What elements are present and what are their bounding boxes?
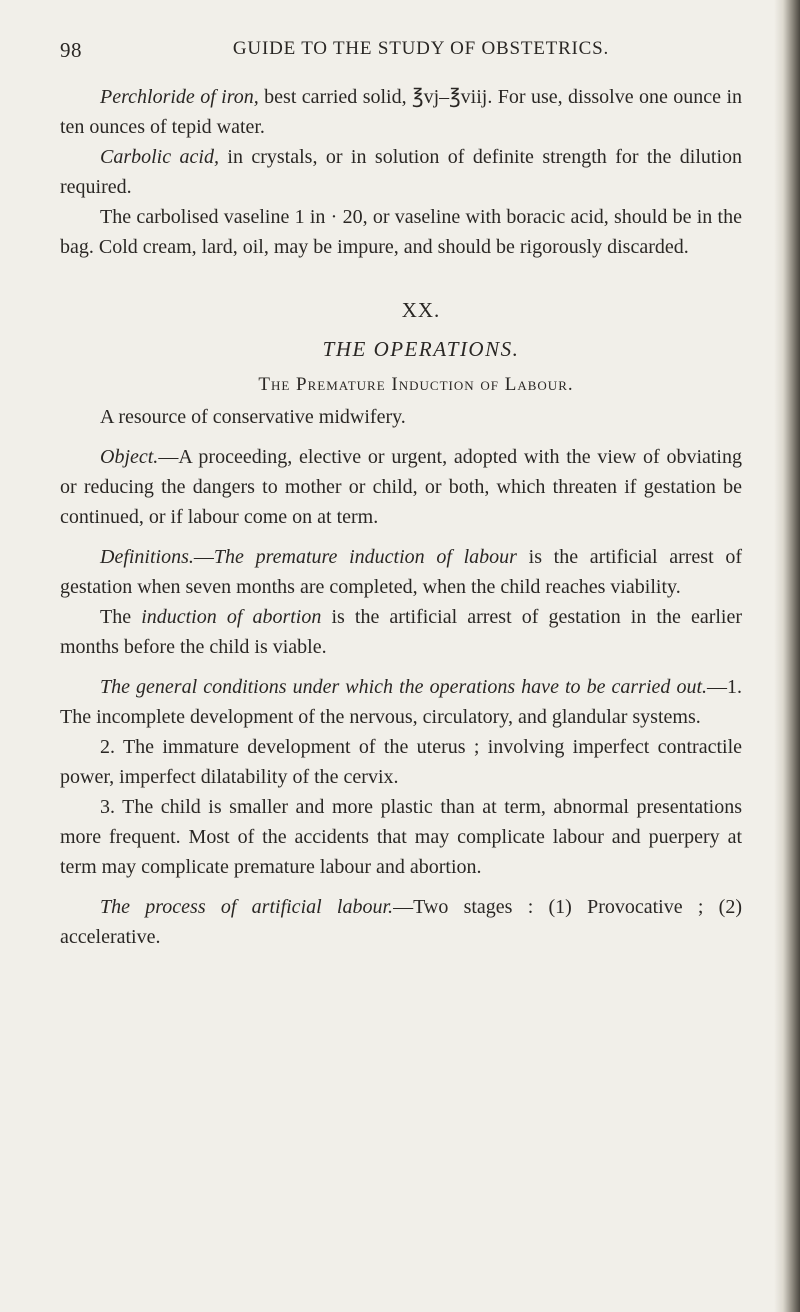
page-edge-shadow [774, 0, 800, 1312]
paragraph-resource [60, 402, 742, 432]
paragraph-carbolic-acid [60, 142, 742, 202]
term-general-conditions: The general conditions under which the operations have to be carried out. [100, 676, 707, 698]
term-definitions: Definitions. [100, 546, 194, 568]
paragraph-text: in crystals, or in solution of definite strength for the dilution required. [60, 146, 743, 198]
paragraph-induction-of-abortion [60, 602, 742, 662]
running-head [60, 28, 742, 68]
term-carbolic-acid: Carbolic acid, [100, 146, 219, 168]
term-perchloride-of-iron: Perchloride of iron, [100, 86, 259, 108]
term-induction-of-abortion: induction of abortion [141, 606, 322, 628]
paragraph-definitions [60, 542, 742, 602]
paragraph-prefix: The [100, 606, 142, 628]
paragraph-text: —A proceeding, elective or urgent, adopted with the view of obviating or reducing the dangers to mother or child, or both, which threaten if gestation be continued, or if labour come on at term. [60, 446, 742, 528]
page-number: 98 [60, 38, 82, 62]
paragraph-text: is the artificial arrest of gestation when seven months are completed, when the child reaches viability. [60, 546, 742, 598]
term-process-of-artificial-labour: The process of artificial labour. [100, 896, 394, 918]
paragraph-condition-3 [60, 792, 742, 882]
paragraph-text: A resource of conservative midwifery. [100, 406, 406, 428]
paragraph-text: The carbolised vaseline 1 in · 20, or vaseline with boracic acid, should be in the bag. Cold cream, lard, oil, may be impure, and should be rigorously discarded. [60, 206, 742, 258]
paragraph-text: is the artificial arrest of gestation in the earlier months before the child is viable. [60, 606, 743, 658]
term-object: Object. [100, 446, 159, 468]
paragraph-text: best carried solid, ℥vj–℥viij. For use, dissolve one ounce in ten ounces of tepid water. [60, 86, 742, 138]
paragraph-text: 2. The immature development of the uterus ; involving imperfect contractile power, imperfect dilatability of the cervix. [60, 736, 742, 788]
paragraph-text: 3. The child is smaller and more plastic than at term, abnormal presentations more frequent. Most of the accidents that may complicate labour and puerpery at term may complicate premature labour and abortion. [60, 796, 742, 878]
section-title: The Premature Induction of Labour. [258, 374, 574, 395]
paragraph-perchloride-of-iron [60, 82, 742, 142]
chapter-title: THE OPERATIONS. [322, 337, 520, 361]
chapter-number: XX. [401, 298, 441, 322]
page-content [60, 28, 742, 952]
running-title: GUIDE TO THE STUDY OF OBSTETRICS. [232, 38, 610, 59]
paragraph-condition-2 [60, 732, 742, 792]
paragraph-general-conditions [60, 672, 742, 732]
paragraph-object [60, 442, 742, 532]
paragraph-carbolised-vaseline [60, 202, 742, 262]
paragraph-process [60, 892, 742, 952]
paragraph-text: —1. The incomplete development of the nervous, circulatory, and glandular systems. [60, 676, 742, 728]
dash: — [193, 546, 214, 568]
term-premature-induction: The premature induction of labour [213, 546, 517, 568]
paragraph-text: —Two stages : (1) Provocative ; (2) accelerative. [60, 896, 743, 948]
